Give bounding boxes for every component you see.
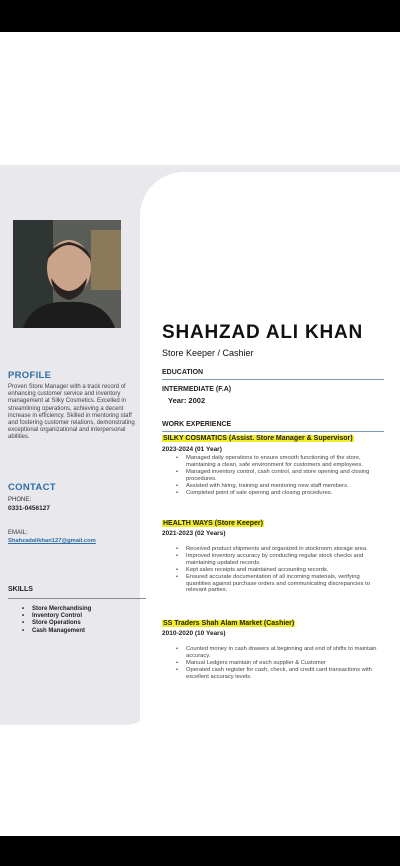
profile-text: Proven Store Manager with a track record of enhancing customer service and inventory management at Silky Cosmetics. Excelled in streamlining operations, achieving a decent increase in efficiency. Skilled in mentoring staff and fostering customer relations, demonstrating exceptional organizational and interpersonal abilities.	[8, 384, 135, 441]
education-heading: EDUCATION	[162, 369, 204, 376]
list-item: • Improved inventory accuracy by conducting regular stock checks and maintaining updated records.	[176, 553, 386, 567]
list-item: • Kept sales receipts and maintained accounting records.	[176, 567, 386, 574]
skills-list	[22, 606, 91, 635]
phone-label: PHONE:	[8, 497, 32, 503]
phone-value: 0331-0456127	[8, 505, 50, 512]
job-title: SS Traders Shah Alam Market (Cashier)	[163, 620, 295, 627]
email-label: EMAIL:	[8, 530, 28, 536]
skills-divider	[8, 598, 146, 599]
list-item: • Received product shipments and organized in stockroom storage area.	[176, 546, 386, 553]
list-item: • Inventory Control	[22, 613, 91, 620]
list-item: • Store Merchandising	[22, 606, 91, 613]
list-item: • Completed point of sale opening and closing procedures.	[176, 490, 386, 497]
job-dates: 2010-2020 (10 Years)	[162, 630, 226, 637]
work-heading: WORK EXPERIENCE	[162, 421, 232, 428]
list-item: • Ensured accurate documentation of all incoming materials, verifying quantities against purchase orders and communicating discrepancies to relevant parties.	[176, 574, 386, 595]
job-dates: 2023-2024 (01 Year)	[162, 446, 222, 453]
job-dates: 2021-2023 (02 Years)	[162, 530, 226, 537]
education-year: Year: 2002	[168, 396, 206, 405]
candidate-name: SHAHZAD ALI KHAN	[162, 322, 364, 343]
job-bullets	[176, 646, 386, 681]
job-title: SILKY COSMATICS (Assist. Store Manager & Supervisor)	[163, 435, 353, 442]
list-item: • Managed inventory control, cash control, and store opening and closing procedures.	[176, 469, 386, 483]
contact-heading: CONTACT	[8, 482, 56, 493]
list-item: • Assisted with hiring, training and mentoring new staff members.	[176, 483, 386, 490]
education-degree: INTERMEDIATE (F.A)	[162, 386, 232, 393]
profile-heading: PROFILE	[8, 370, 52, 381]
skills-heading: SKILLS	[8, 586, 33, 593]
list-item: • Manual Ledgers maintain of each supplier & Customer	[176, 660, 386, 667]
candidate-role: Store Keeper / Cashier	[162, 348, 254, 358]
list-item: • Managed daily operations to ensure smooth functioning of the store, maintaining a clean, safe environment for customers and employees.	[176, 455, 386, 469]
job-bullets	[176, 455, 386, 496]
email-link[interactable]: Shahzadalikhan127@gmail.com	[8, 538, 96, 544]
education-divider	[162, 379, 384, 380]
list-item: • Operated cash register for cash, check, and credit card transactions with excellent accuracy levels.	[176, 667, 386, 681]
list-item: • Counted money in cash drawers at beginning and end of shifts to maintain accuracy.	[176, 646, 386, 660]
job-title: HEALTH WAYS (Store Keeper)	[163, 520, 263, 527]
list-item: • Cash Management	[22, 628, 91, 635]
list-item: • Store Operations	[22, 620, 91, 627]
job-bullets	[176, 546, 386, 594]
portrait-image	[13, 220, 121, 328]
work-divider	[162, 431, 384, 432]
profile-photo	[13, 220, 121, 328]
